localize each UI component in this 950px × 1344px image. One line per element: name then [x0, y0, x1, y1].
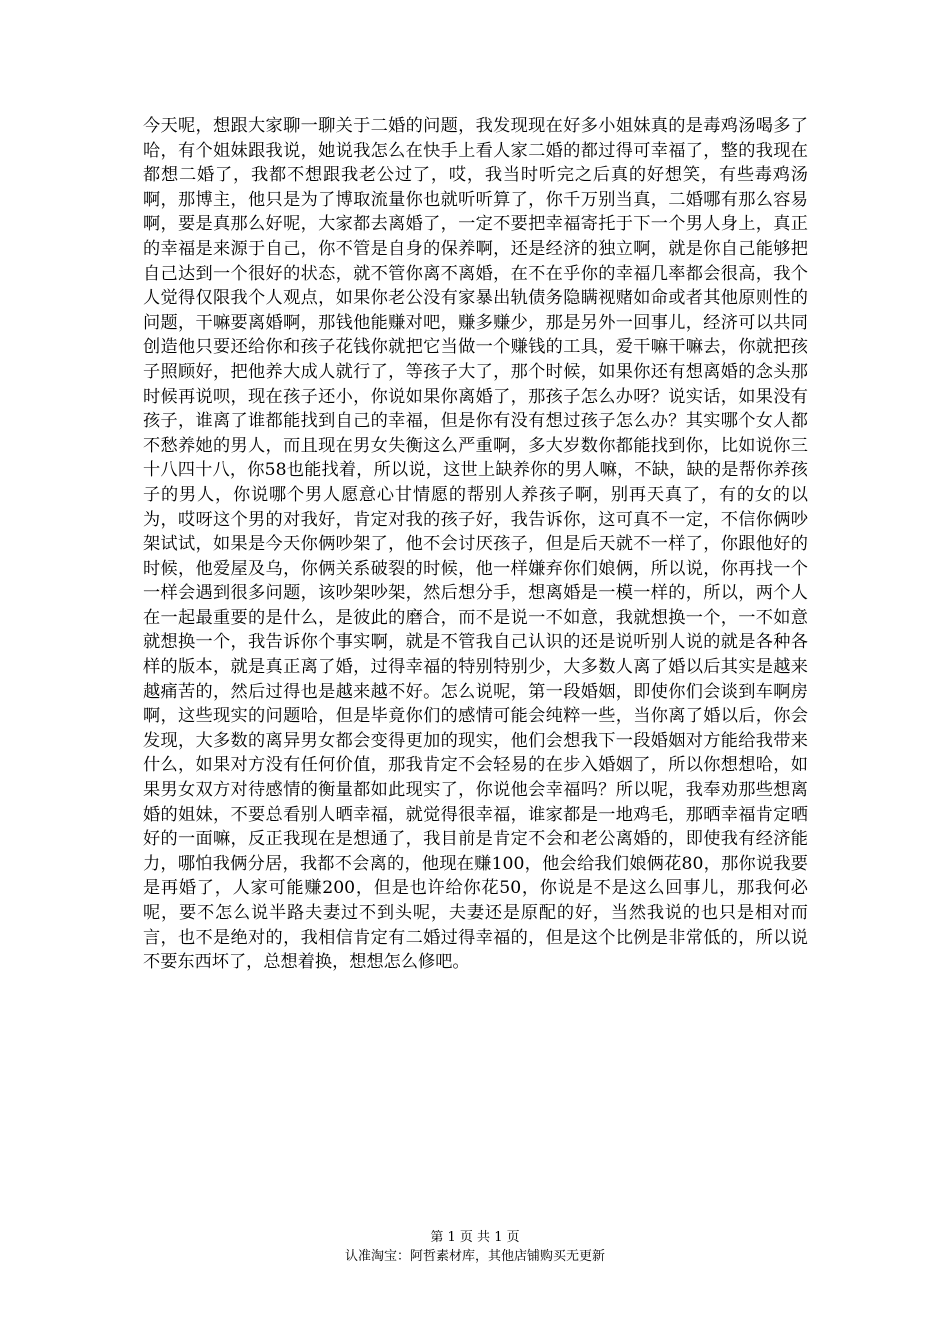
article-body: 今天呢，想跟大家聊一聊关于二婚的问题，我发现现在好多小姐妹真的是毒鸡汤喝多了哈，有个姐妹跟我说，她说我怎么在快手上看人家二婚的都过得可幸福了，整的我现在都想二婚了，我都不想跟我老公过了，哎，我当时听完之后真的好想笑，有些毒鸡汤啊，那博主，他只是为了博取流量你也就听听算了，你千万别当真，二婚哪有那么容易啊，要是真那么好呢，大家都去离婚了，一定不要把幸福寄托于下一个男人身上，真正的幸福是来源于自己，你不管是自身的保养啊，还是经济的独立啊，就是你自己能够把自己达到一个很好的状态，就不管你离不离婚，在不在乎你的幸福几率都会很高，我个人觉得仅限我个人观点，如果你老公没有家暴出轨债务隐瞒视赌如命或者其他原则性的问题，干嘛要离婚啊，那钱他能赚对吧，赚多赚少，那是另外一回事儿，经济可以共同创造他只要还给你和孩子花钱你就把它当做一个赚钱的工具，爱干嘛干嘛去，你就把孩子照顾好，把他养大成人就行了，等孩子大了，那个时候，如果你还有想离婚的念头那时候再说呗，现在孩子还小，你说如果你离婚了，那孩子怎么办呀？说实话，如果没有孩子，谁离了谁都能找到自己的幸福，但是你有没有想过孩子怎么办？其实哪个女人都不愁养她的男人，而且现在男女失衡这么严重啊，多大岁数你都能找到你，比如说你三十八四十八，你58也能找着，所以说，这世上缺养你的男人嘛，不缺，缺的是帮你养孩子的男人，你说哪个男人愿意心甘情愿的帮别人养孩子啊，别再天真了，有的女的以为，哎呀这个男的对我好，肯定对我的孩子好，我告诉你，这可真不一定，不信你俩吵架试试，如果是今天你俩吵架了，他不会讨厌孩子，但是后天就不一样了，你跟他好的时候，他爱屋及乌，你俩关系破裂的时候，他一样嫌弃你们娘俩，所以说，你再找一个一样会遇到很多问题，该吵架吵架，然后想分手，想离婚是一模一样的，所以，两个人在一起最重要的是什么，是彼此的磨合，而不是说一不如意，我就想换一个，一不如意就想换一个，我告诉你个事实啊，就是不管我自己认识的还是说听别人说的就是各种各样的版本，就是真正离了婚，过得幸福的特别特别少，大多数人离了婚以后其实是越来越痛苦的，然后过得也是越来越不好。怎么说呢，第一段婚姻，即使你们会谈到车啊房啊，这些现实的问题哈，但是毕竟你们的感情可能会纯粹一些，当你离了婚以后，你会发现，大多数的离异男女都会变得更加的现实，他们会想我下一段婚姻对方能给我带来什么，如果对方没有任何价值，那我肯定不会轻易的在步入婚姻了，所以你想想哈，如果男女双方对待感情的衡量都如此现实了，你说他会幸福吗？所以呢，我奉劝那些想离婚的姐妹，不要总看别人晒幸福，就觉得很幸福，谁家都是一地鸡毛，那晒幸福肯定晒好的一面嘛，反正我现在是想通了，我目前是肯定不会和老公离婚的，即使我有经济能力，哪怕我俩分居，我都不会离的，他现在赚100，他会给我们娘俩花80，那你说我要是再婚了，人家可能赚200，但是也许给你花50，你说是不是这么回事儿，那我何必呢，要不怎么说半路夫妻过不到头呢，夫妻还是原配的好，当然我说的也只是相对而言，也不是绝对的，我相信肯定有二婚过得幸福的，但是这个比例是非常低的，所以说不要东西坏了，总想着换，想想怎么修吧。 [143, 116, 808, 973]
page-number: 第 1 页 共 1 页 [430, 1230, 520, 1245]
footer-note: 认准淘宝：阿哲素材库，其他店铺购买无更新 [344, 1249, 605, 1264]
